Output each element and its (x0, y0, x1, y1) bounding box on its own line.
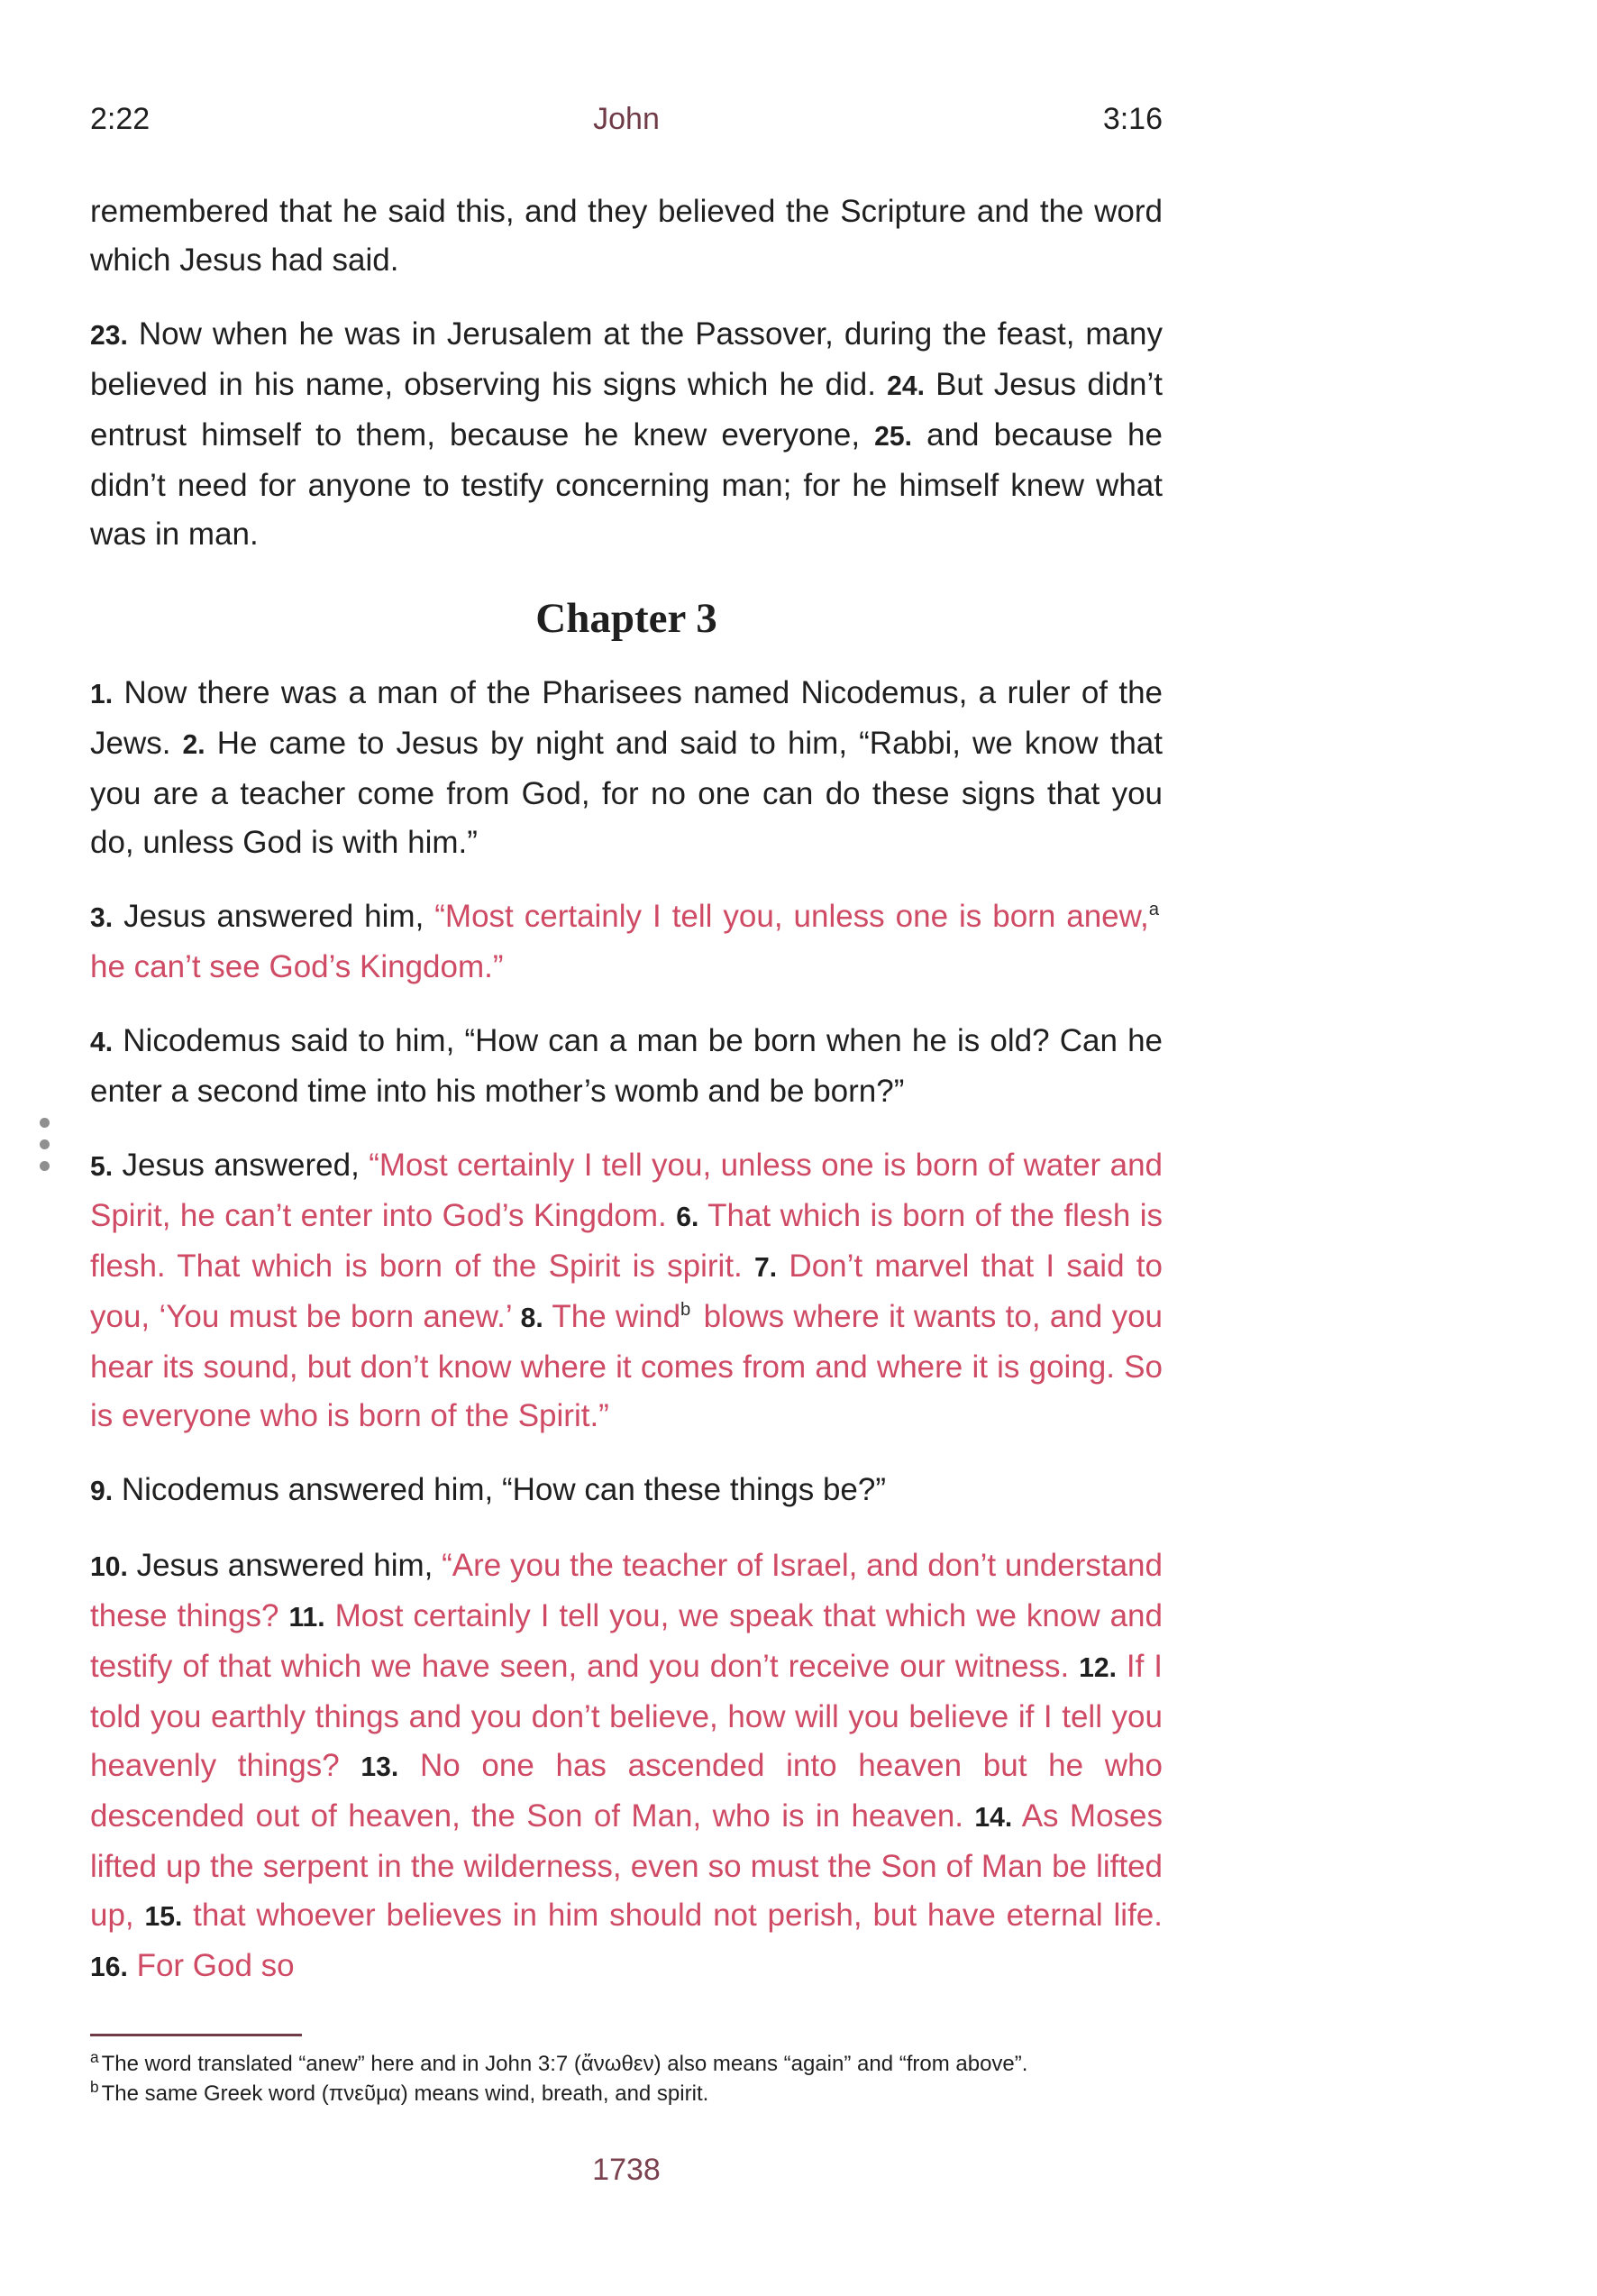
verse-number: 2. (182, 730, 205, 760)
verse-text: Jesus answered him, (113, 899, 435, 934)
verse-text: Jesus answered him, (127, 1548, 443, 1583)
dot-icon (40, 1139, 50, 1149)
verse-paragraph[interactable] (90, 892, 1163, 992)
verse-text: Nicodemus said to him, “How can a man be born when he is old? Can he enter a second time into his mother’s womb and be born?” (90, 1023, 1163, 1109)
footnote-ref-b[interactable]: b (680, 1300, 691, 1321)
verse-menu-indicator[interactable] (40, 1118, 50, 1183)
reader-header (90, 0, 1163, 137)
page-number: 1738 (592, 2153, 661, 2187)
verse-paragraph[interactable] (90, 188, 1163, 285)
verse-paragraph[interactable] (90, 1141, 1163, 1441)
verse-number: 23. (90, 321, 128, 351)
verse-number: 12. (1079, 1653, 1117, 1683)
verse-paragraph[interactable] (90, 1466, 1163, 1516)
header-right-reference: 3:16 (1102, 102, 1164, 136)
verse-number: 11. (288, 1603, 325, 1633)
verse-text: Now when he was in Jerusalem at the Passover, during the feast, many believed in his name, observing his signs which he did. (90, 316, 1163, 402)
verse-text: That which is born of the flesh is flesh. That which is born of the Spirit is spirit. (90, 1198, 1164, 1284)
verse-number: 3. (90, 903, 114, 933)
verse-text: blows where it wants to, and you hear its sound, but don’t know where it comes from and where it is going. So is everyone who is born of the Spirit.” (90, 1299, 1163, 1433)
verse-text: For God so (127, 1948, 295, 1983)
verse-number: 13. (360, 1752, 399, 1782)
verse-text: Don’t marvel that I said to you, ‘You must be born anew.’ (90, 1249, 1163, 1334)
verse-number: 4. (90, 1028, 114, 1057)
verse-number: 24. (887, 371, 925, 401)
verse-text: He came to Jesus by night and said to him, “Rabbi, we know that you are a teacher come from God, for no one can do these signs that you do, unless God is with him.” (90, 726, 1163, 860)
verse-text: that whoever believes in him should not perish, but have eternal life. (182, 1898, 1163, 1933)
verse-text: Jesus answered, (113, 1148, 370, 1183)
verse-text: No one has ascended into heaven but he who descended out of heaven, the Son of Man, who is in heaven. (90, 1748, 1163, 1834)
verse-number: 9. (90, 1477, 114, 1506)
verse-text: If I told you earthly things and you don’t believe, how will you believe if I tell you heavenly things? (90, 1649, 1163, 1783)
verse-paragraph[interactable] (90, 310, 1163, 559)
dot-icon (40, 1161, 50, 1171)
footnote-separator (90, 2034, 302, 2036)
footnote-b-marker: b (90, 2078, 99, 2096)
footnote-ref-a[interactable]: a (1148, 900, 1159, 920)
dot-icon (40, 1118, 50, 1128)
verse-number: 25. (874, 422, 912, 452)
verse-text: But Jesus didn’t entrust himself to them, because he knew everyone, (90, 367, 1163, 453)
verse-number: 5. (90, 1152, 114, 1182)
footnote-b-text: The same Greek word (πνεῦμα) means wind, breath, and spirit. (101, 2081, 709, 2106)
verse-text: The wind (543, 1299, 681, 1334)
verse-text: he can’t see God’s Kingdom.” (90, 949, 504, 984)
header-left-reference: 2:22 (90, 102, 151, 136)
verse-text: Nicodemus answered him, “How can these things be?” (113, 1472, 887, 1507)
verse-paragraph[interactable] (90, 669, 1163, 867)
verse-number: 10. (90, 1552, 128, 1582)
verse-text: Most certainly I tell you, we speak that which we know and testify of that which we have seen, and you don’t receive our witness. (90, 1598, 1163, 1684)
verse-text: “Most certainly I tell you, unless one is born anew, (434, 899, 1149, 934)
footnote-block (90, 2034, 1163, 2108)
scripture-text (90, 188, 1163, 1992)
verse-number: 15. (144, 1902, 183, 1932)
footnote-b (90, 2079, 1163, 2108)
verse-paragraph[interactable] (90, 1541, 1163, 1992)
footnote-a-marker: a (90, 2048, 99, 2066)
verse-number: 6. (676, 1203, 699, 1232)
verse-number: 1. (90, 680, 114, 709)
verse-text: As Moses lifted up the serpent in the wilderness, even so must the Son of Man be lifted up, (90, 1798, 1164, 1933)
footnote-a-text: The word translated “anew” here and in John 3:7 (ἄνωθεν) also means “again” and “from above”. (101, 2052, 1028, 2076)
verse-text: “Are you the teacher of Israel, and don’t understand these things? (90, 1548, 1163, 1633)
verse-number: 16. (90, 1953, 128, 1982)
verse-number: 7. (754, 1253, 778, 1283)
verse-text: and because he didn’t need for anyone to testify concerning man; for he himself knew what was in man. (90, 417, 1163, 552)
chapter-heading: Chapter 3 (535, 595, 717, 642)
footnote-a (90, 2049, 1163, 2079)
verse-text: remembered that he said this, and they believed the Scripture and the word which Jesus had said. (90, 194, 1163, 278)
header-book-title: John (593, 102, 660, 136)
verse-text: Now there was a man of the Pharisees named Nicodemus, a ruler of the Jews. (90, 675, 1163, 761)
verse-number: 14. (974, 1803, 1013, 1833)
verse-paragraph[interactable] (90, 1017, 1163, 1116)
verse-number: 8. (520, 1304, 543, 1333)
verse-text: “Most certainly I tell you, unless one is born of water and Spirit, he can’t enter into God’s Kingdom. (90, 1148, 1163, 1233)
